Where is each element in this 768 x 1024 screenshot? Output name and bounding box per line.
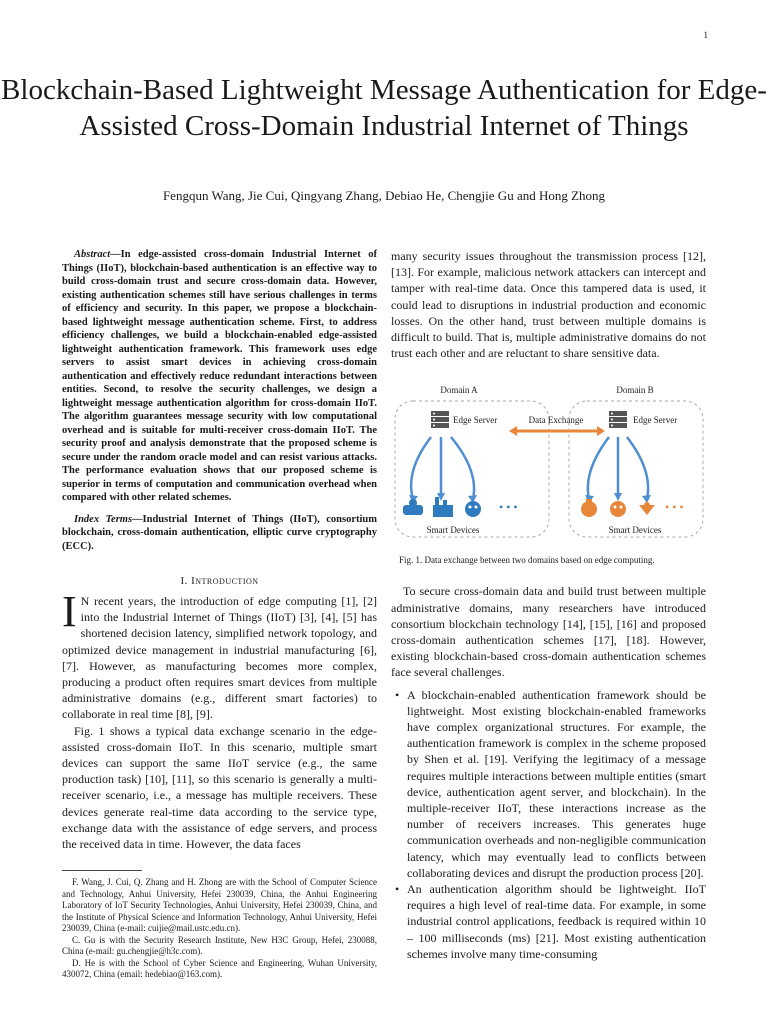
edge-server-b-label: Edge Server [633,415,678,426]
footnote-affiliation-3: D. He is with the School of Cyber Science and Engineering, Wuhan University, 430072, China (email: hedebiao@163.com). [62,957,377,980]
list-item: • An authentication algorithm should be lightweight. IIoT requires a high level of real-time data. For example, in some industrial control applications, feedback is required within 10 – 100 milliseconds (ms) [21]. Most existing authentication schemes involve many time-consuming [391,881,706,962]
intro-paragraph-1 [62,587,377,723]
index-terms-text: —Industrial Internet of Things (IIoT), consortium blockchain, cross-domain authentication, elliptic curve cryptography (ECC). [62,513,377,552]
index-terms-lead: Index Terms [74,513,133,525]
footnote-affiliation-1: F. Wang, J. Cui, Q. Zhang and H. Zhong are with the School of Computer Science and Technology, Anhui University, Hefei 230039, China, the Anhui Engineering Laboratory of IoT Security Technologies, Anhui University, Hefei 230039, China, and the Institute of Physical Science and Information Technology, Anhui University, Hefei 230039, China (e-mail: cuijie@mail.ustc.edu.cn). [62,877,377,934]
domain-a-label: Domain A [440,385,478,396]
page-number: 1 [703,30,708,40]
abstract [62,248,377,505]
robot-icon [465,501,481,517]
gear-robot-icon [610,501,626,517]
domain-b-label: Domain B [616,385,654,396]
more-dots-icon: • • • [499,500,518,515]
intro-paragraph-2: Fig. 1 shows a typical data exchange scenario in the edge-assisted cross-domain IIoT. In this scenario, multiple smart devices can support the same IIoT service (e.g., the same production task) [10], [11], so this scenario is generally a multi-receiver scenario, i.e., a message has multiple receivers. These devices generate real-time data according to the service type, exchange data with the assistance of edge servers, and process the received data in time. However, the data faces [62,723,377,852]
figure-1-caption: Fig. 1. Data exchange between two domains based on edge computing. [399,555,655,566]
valve-icon [403,499,423,515]
server-icon [431,411,449,428]
left-column [62,248,377,981]
paper-authors: Fengqun Wang, Jie Cui, Qingyang Zhang, Debiao He, Chengjie Gu and Hong Zhong [162,188,606,203]
paper-title: Blockchain-Based Lightweight Message Authentication for Edge-Assisted Cross-Domain Industrial Internet of Things [1,74,767,142]
footnote-affiliation-2: C. Gu is with the Security Research Institute, New H3C Group, Hefei, 230088, China (e-mail: gu.chengjie@h3c.com). [62,934,377,957]
right-column [391,248,706,962]
link-arrow-b-right [627,437,648,499]
challenge-list [391,687,706,962]
figure-1 [391,381,706,549]
intro-dropcap: I [62,587,77,636]
section-title-introduction: I. Introduction [180,575,259,587]
footnote-rule [62,870,142,871]
drone-icon [639,502,655,515]
arrow-left-icon [509,426,517,436]
list-item: • A blockchain-enabled authentication framework should be lightweight. Most existing blockchain-enabled frameworks have complex organizational structures. For example, the authentication framework is complex in the scheme proposed by Shen et al. [19]. Verifying the legitimacy of a message requires multiple interactions between multiple entities (smart device, authentication agent server, and blockchain). In the multiple-receiver IIoT, these interactions increase as the number of receivers increases. This generates huge communication overheads and non-negligible communication latency, which may eventually lead to conflicts between collaborating devices and disrupt the production process [20]. [391,687,706,881]
intro-paragraph-1-text: N recent years, the introduction of edge computing [1], [2] into the Industrial Internet of Things (IIoT) [3], [4], [5] has shortened decision latency, simplified network topology, and optimized device management in industrial manufacturing [6], [7]. However, as manufacturing becomes more complex, producing a product often requires smart devices from multiple administrative domains (e.g., different smart factories) to collaborate in real time [8], [9]. [62,594,377,722]
link-arrow-b-left [588,437,609,499]
link-arrow-a-left [411,437,431,499]
right-paragraph-1: many security issues throughout the transmission process [12], [13]. For example, malicious network attackers can intercept and tamper with real-time data. Once this tampered data is used, it could lead to disruptions in industrial production and economic losses. On the other hand, trust between multiple domains is difficult to build. That is, multiple administrative domains do not trust each other and are reluctant to share sensitive data. [391,249,706,361]
smart-devices-a-label: Smart Devices [426,525,480,536]
more-dots-icon: • • • [665,500,684,515]
right-paragraph-2: To secure cross-domain data and build trust between multiple administrative domains, many researchers have introduced consortium blockchain technology [14], [15], [16] and proposed cross-domain authentication schemes [17], [18]. However, existing blockchain-based cross-domain authentication schemes face several challenges. [391,584,706,680]
server-icon [609,411,627,428]
figure-1-diagram [391,381,706,549]
abstract-text: —In edge-assisted cross-domain Industrial Internet of Things (IIoT), blockchain-based authentication is an effective way to build cross-domain trust and secure cross-domain data. However, existing authentication schemes still have serious challenges in terms of efficiency and security. In this paper, we propose a blockchain-based lightweight message authentication scheme. First, to address efficiency challenges, we build a blockchain-enabled edge-assisted lightweight authentication framework. This framework uses edge servers to assist smart devices in achieving cross-domain authentication and effectively reduce redundant interactions between entities. Second, to resolve the security challenges, we design a lightweight message authentication algorithm for cross-domain IIoT. The algorithm guarantees message security with low computational overhead and is suitable for multi-receiver cross-domain IIoT. The security proof and analysis demonstrate that the proposed scheme is secure under the random oracle model and can resist various attacks. The performance evaluation shows that our proposed scheme is superior in terms of computation and communication overhead when compared with other related schemes. [62,249,377,503]
robot-arm-icon [581,499,597,517]
link-arrow-a-right [451,437,474,499]
factory-icon [433,497,453,517]
abstract-lead: Abstract [74,249,111,260]
arrow-right-icon [597,426,605,436]
index-terms [62,513,377,554]
smart-devices-b-label: Smart Devices [608,525,662,536]
edge-server-a-label: Edge Server [453,415,498,426]
data-exchange-label: Data Exchange [528,415,584,426]
